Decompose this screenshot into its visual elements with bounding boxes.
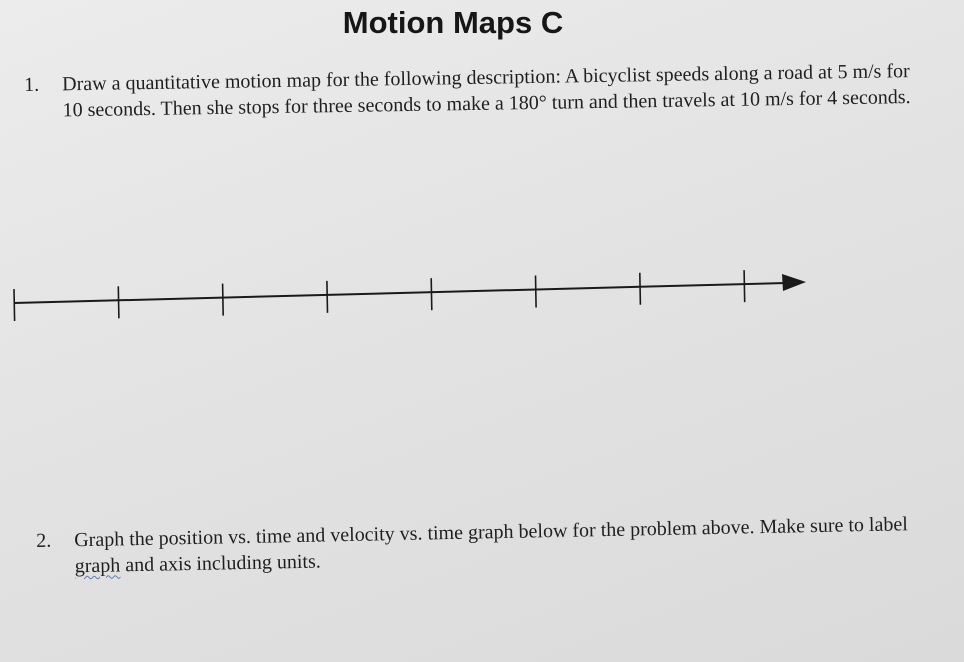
motion-map-tick-mark xyxy=(327,281,328,313)
motion-map-axis-line xyxy=(14,283,786,303)
worksheet-title: Motion Maps C xyxy=(342,5,564,40)
question-2-number: 2. xyxy=(36,529,52,552)
motion-map-tick-mark xyxy=(744,270,745,302)
motion-map-tick-mark xyxy=(118,286,119,318)
question-2-text-part2: and axis including units. xyxy=(120,550,322,577)
motion-map-tick-mark xyxy=(223,284,224,316)
motion-map-tick-mark xyxy=(536,275,537,307)
question-1-number: 1. xyxy=(24,73,40,96)
spellcheck-underlined-word: graph xyxy=(74,554,121,578)
question-1-text: Draw a quantitative motion map for the following description: A bicyclist speeds along a road at 5 m/s for 10 seconds. Then she stops for three seconds to make a 180° turn and then travels at 10 m/s for 4 seconds. xyxy=(62,60,911,122)
motion-map-tick-mark xyxy=(640,273,641,305)
arrowhead-icon xyxy=(782,274,806,291)
question-2-text-part1: Graph the position vs. time and velocity vs. time graph below for the problem above. Make sure to label xyxy=(74,513,908,552)
motion-map-tick-mark xyxy=(14,289,15,321)
motion-map-tick-mark xyxy=(431,278,432,310)
